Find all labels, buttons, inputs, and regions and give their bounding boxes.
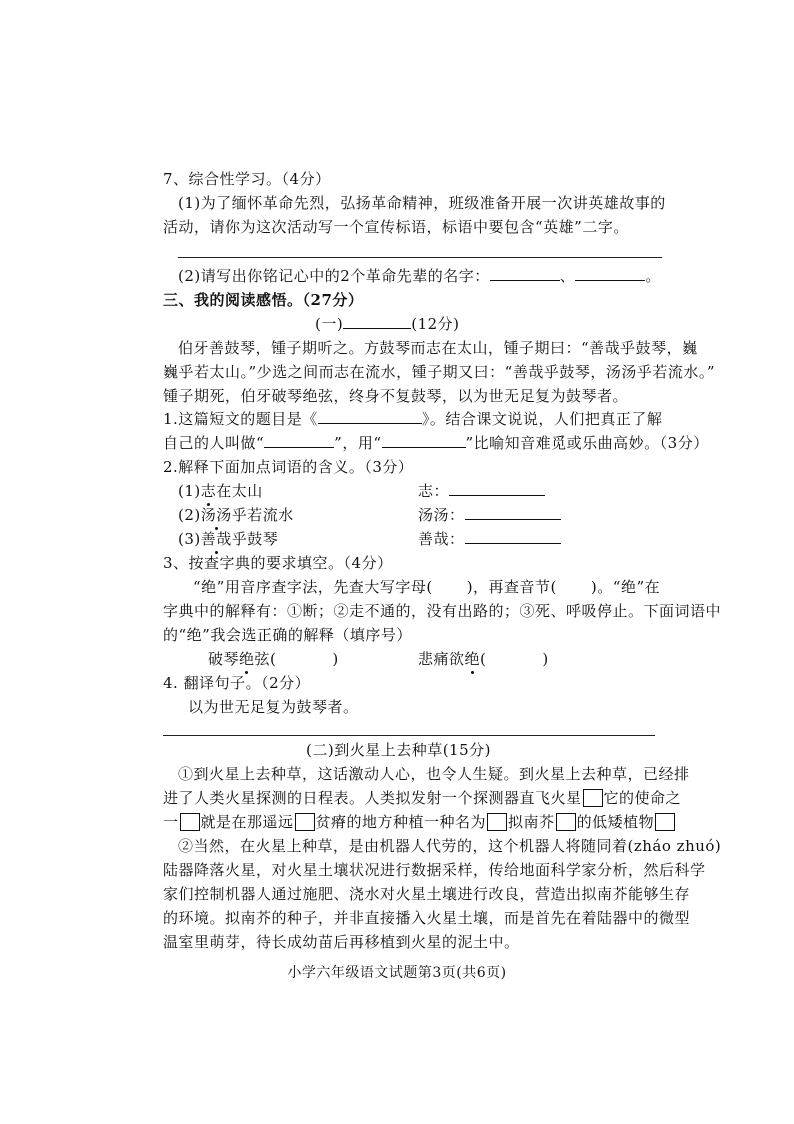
q1-text-a: 1.这篇短文的题目是《 [163,410,318,428]
q1-blank-2[interactable] [264,432,334,448]
passage2-title: (二)到火星上去种草(15分) [306,741,491,759]
q3-text-b: )，再查音节( [466,578,557,596]
q2-item1-dotted-word: 志 [200,482,217,500]
page-footer: 小学六年级语文试题第3页(共6页) [287,965,507,981]
q7-part1-line1: (1)为了缅怀革命先烈，弘扬革命精神，班级准备开展一次讲英雄故事的 [178,194,666,212]
reading1-number: (一) [315,315,344,333]
q3-word1-a: 破琴 [208,650,240,668]
q3-line3: 的“绝”我会选正确的解释（填序号） [163,626,412,644]
q1-line2 [163,432,709,454]
passage2-line8: 温室里萌芽，待长成幼苗后再移植到火星的泥土中。 [163,933,520,951]
passage2-line5: 陆器降落火星，对火星土壤状况进行数据采样，传给地面科学家分析，然后科学 [163,861,706,879]
q7-end: 。 [645,267,661,285]
q2-item3-blank[interactable] [465,528,561,544]
q2-item2-blank[interactable] [465,504,561,520]
q2-item3-num: (3) [178,530,201,548]
q3-word2-b: ( [480,650,487,668]
q2-item2-rest: 乎若流水 [231,506,294,524]
q1-text-d: ”，用“ [334,434,382,452]
q3-line2: 字典中的解释有：①断；②走不通的，没有出路的；③死、呼吸停止。下面词语中 [163,602,722,620]
q7-part2 [178,265,661,287]
q3-word1-c: ) [332,650,339,668]
q1-text-b: 》。结合课文说说，人们把真正了解 [421,410,663,428]
q7-answer-line[interactable] [178,257,662,258]
q3-word1 [208,648,339,670]
punct-box-4[interactable] [487,813,507,831]
q3-title: 3、按查字典的要求填空。（4分） [163,554,393,572]
q1-text-c: 自己的人叫做“ [163,434,265,452]
q7-separator: 、 [559,267,576,285]
q4-title: 4. 翻译句子。（2分） [163,674,311,692]
punct-box-2[interactable] [180,813,200,831]
passage2-line2-a: 进了人类火星探测的日程表。人类拟发射一个探测器直飞火星 [163,789,582,807]
q2-item3-label: 善哉： [418,530,465,548]
q3-word1-b: 弦( [254,650,277,668]
passage2-line4: ②当然，在火星上种草，是由机器人代劳的，这个机器人将随同着(zháo zhuó) [178,837,722,855]
q3-word2-dotted: 绝 [464,650,481,668]
q4-sentence: 以为世无足复为鼓琴者。 [188,698,359,716]
q2-item1-answer [418,480,545,502]
q7-title: 7、综合性学习。（4分） [163,170,331,188]
q2-item1-rest: 在太山 [216,482,263,500]
passage2-line1: ①到火星上去种草，这话激动人心，也令人生疑。到火星上去种草，已经排 [178,765,690,783]
passage2-line2 [163,787,681,809]
q2-item3 [178,528,278,550]
passage2-line2-b: 它的使命之 [603,789,682,807]
q2-item1-blank[interactable] [449,480,545,496]
q7-name-blank-2[interactable] [575,265,645,281]
passage2-line3-d: 拟南芥 [508,813,555,831]
q2-item1-num: (1) [178,482,201,500]
passage2-line7: 的环境。拟南芥的种子，并非直接播入火星土壤，而是首先在着陆器中的微型 [163,909,691,927]
q1-blank-3[interactable] [382,432,466,448]
punct-box-5[interactable] [556,813,576,831]
q2-item3-dotted-word: 善哉 [200,530,232,548]
passage2-line3-a: 一 [163,813,179,831]
q2-title: 2.解释下面加点词语的含义。（3分） [163,458,414,476]
q2-item2-answer [418,504,561,526]
q3-text-c: )。“绝”在 [590,578,661,596]
q2-item2-num: (2) [178,506,201,524]
q7-part1-line2: 活动，请你为这次活动写一个宣传标语，标语中要包含“英雄”二字。 [163,218,629,236]
q1-title-blank[interactable] [318,408,422,424]
passage2-line6: 家们控制机器人通过施肥、浇水对火星土壤进行改良，营造出拟南芥能够生存 [163,885,691,903]
q1-text-e: ”比喻知音难觅或乐曲高妙。（3分） [465,434,709,452]
q3-word2-a: 悲痛欲 [418,650,465,668]
section3-title: 三、我的阅读感悟。（27分） [163,291,364,309]
punct-box-6[interactable] [655,813,675,831]
q3-word2 [418,648,549,670]
passage2-line3-e: 的低矮植物 [576,813,655,831]
q2-item3-answer [418,528,561,550]
q2-item2 [178,504,294,526]
q3-word2-c: ) [542,650,549,668]
passage1-line1: 伯牙善鼓琴，锺子期听之。方鼓琴而志在太山，锺子期曰：“善哉乎鼓琴，巍 [178,339,698,357]
q3-text-a: “绝”用音序查字法，先查大写字母( [193,578,433,596]
reading1-heading [315,313,460,335]
q2-item1 [178,480,263,502]
passage2-line3-c: 贫瘠的地方种植一种名为 [315,813,487,831]
q3-line1 [193,576,660,598]
punct-box-3[interactable] [295,813,315,831]
q2-item3-rest: 乎鼓琴 [231,530,279,548]
passage2-line3-b: 就是在那遥远 [200,813,294,831]
reading1-title-blank[interactable] [343,313,411,329]
q1-line1 [163,408,662,430]
q2-item2-label: 汤汤： [418,506,465,524]
q2-item2-dotted-word: 汤汤 [200,506,232,524]
q3-word1-dotted: 绝 [239,650,255,668]
q7-part2-text: (2)请写出你铭记心中的2个革命先辈的名字： [178,267,490,285]
q7-name-blank-1[interactable] [490,265,560,281]
passage2-line3 [163,811,676,833]
q2-item1-label: 志： [418,482,450,500]
punct-box-1[interactable] [583,789,603,807]
reading1-score: (12分) [411,315,460,333]
passage1-line3: 锺子期死，伯牙破琴绝弦，终身不复鼓琴，以为世无足复为鼓琴者。 [163,387,629,405]
q4-answer-line[interactable] [163,735,655,736]
passage1-line2: 巍乎若太山。”少选之间而志在流水，锺子期又曰：“善哉乎鼓琴，汤汤乎若流水。” [163,363,716,381]
